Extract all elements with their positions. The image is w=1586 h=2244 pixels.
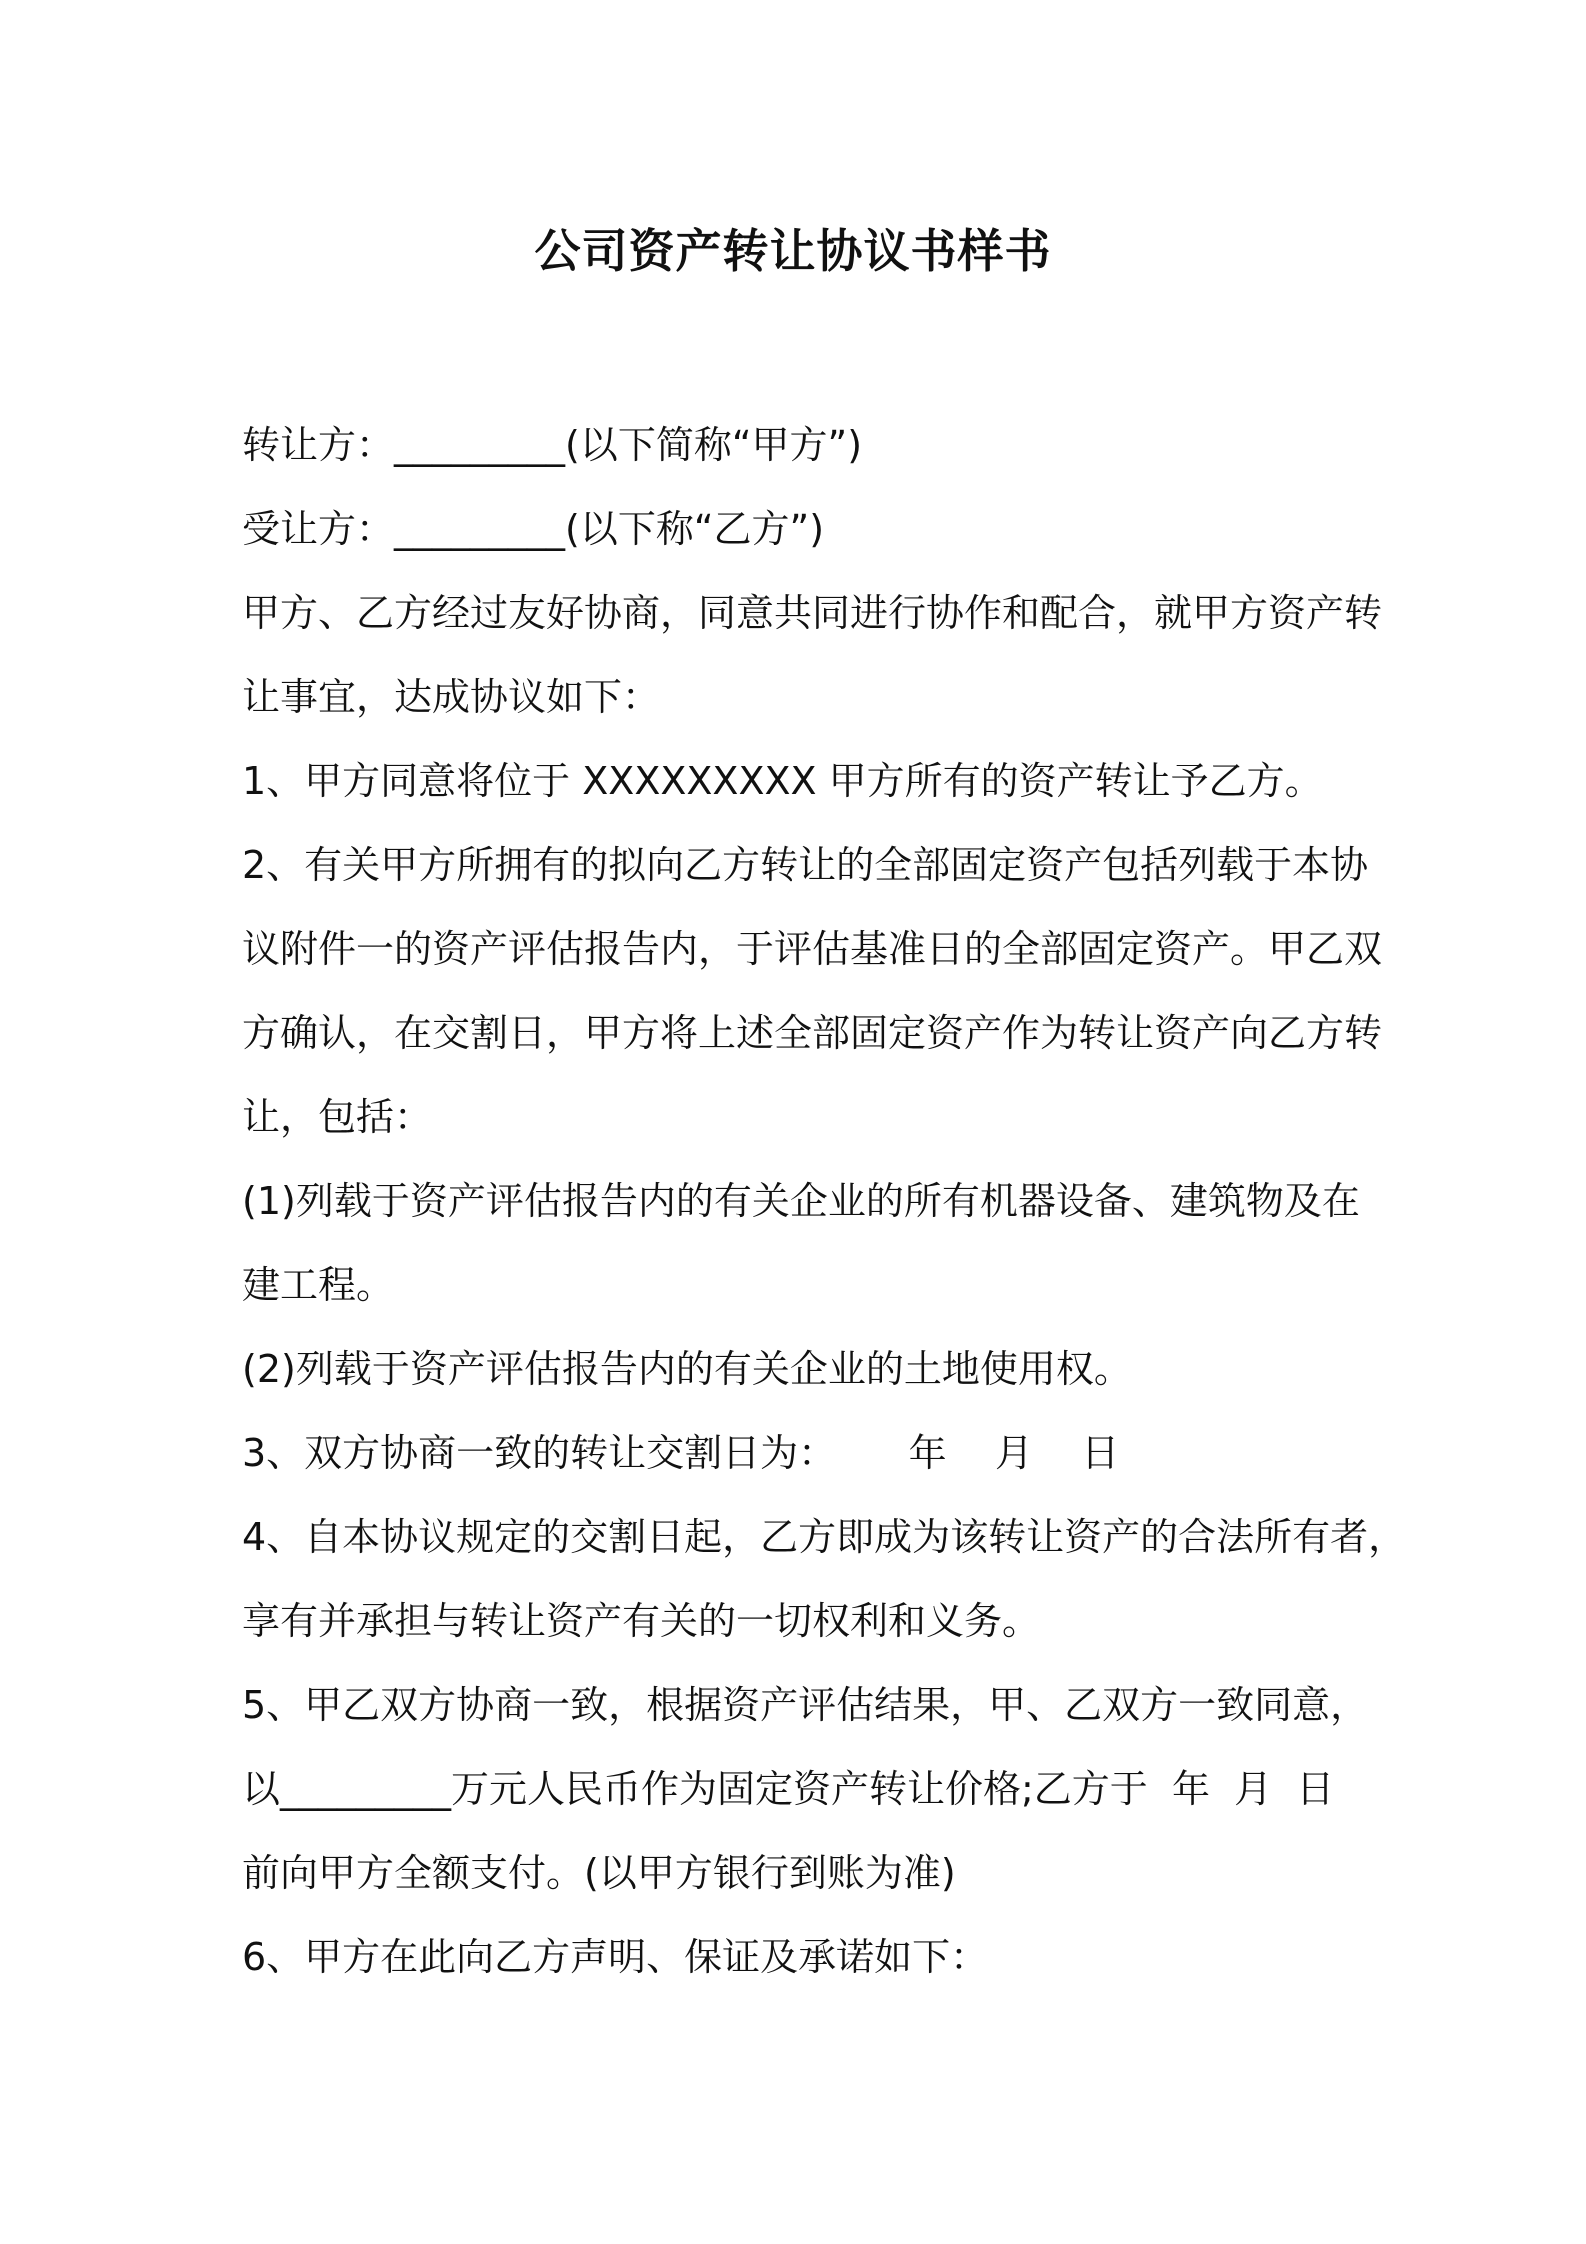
party-transferor-line: 转让方：_________(以下简称“甲方”): [242, 423, 863, 467]
clause-4-line-2: 享有并承担与转让资产有关的一切权利和义务。: [242, 1599, 1041, 1643]
clause-5-line-2: 以_________万元人民币作为固定资产转让价格;乙方于 年 月 日: [242, 1767, 1335, 1811]
party-transferee-line: 受让方：_________(以下称“乙方”): [242, 507, 825, 551]
clause-2-line-2: 议附件一的资产评估报告内，于评估基准日的全部固定资产。甲乙双: [242, 927, 1383, 971]
clause-2-item-2-line: (2)列载于资产评估报告内的有关企业的土地使用权。: [242, 1347, 1132, 1391]
clause-2-line-1: 2、有关甲方所拥有的拟向乙方转让的全部固定资产包括列载于本协: [242, 843, 1369, 887]
document-body: [242, 403, 1407, 1999]
clause-2-item-1-line-1: (1)列载于资产评估报告内的有关企业的所有机器设备、建筑物及在: [242, 1179, 1360, 1223]
clause-5-line-3: 前向甲方全额支付。(以甲方银行到账为准): [242, 1851, 956, 1895]
clause-4-line-1: 4、自本协议规定的交割日起，乙方即成为该转让资产的合法所有者，: [242, 1515, 1407, 1559]
clause-2-line-4: 让，包括：: [242, 1095, 433, 1139]
preamble-line-1: 甲方、乙方经过友好协商，同意共同进行协作和配合，就甲方资产转: [242, 591, 1383, 635]
document-title: 公司资产转让协议书样书: [534, 224, 1052, 278]
clause-1-line: 1、甲方同意将位于 XXXXXXXXX 甲方所有的资产转让予乙方。: [242, 759, 1323, 803]
clause-2-item-1-line-2: 建工程。: [242, 1263, 395, 1307]
clause-2-line-3: 方确认，在交割日，甲方将上述全部固定资产作为转让资产向乙方转: [242, 1011, 1383, 1055]
clause-5-line-1: 5、甲乙双方协商一致，根据资产评估结果，甲、乙双方一致同意，: [242, 1683, 1369, 1727]
clause-3-line: 3、双方协商一致的转让交割日为： 年 月 日: [242, 1431, 1120, 1475]
clause-6-line: 6、甲方在此向乙方声明、保证及承诺如下：: [242, 1935, 989, 1979]
preamble-line-2: 让事宜，达成协议如下：: [242, 675, 661, 719]
